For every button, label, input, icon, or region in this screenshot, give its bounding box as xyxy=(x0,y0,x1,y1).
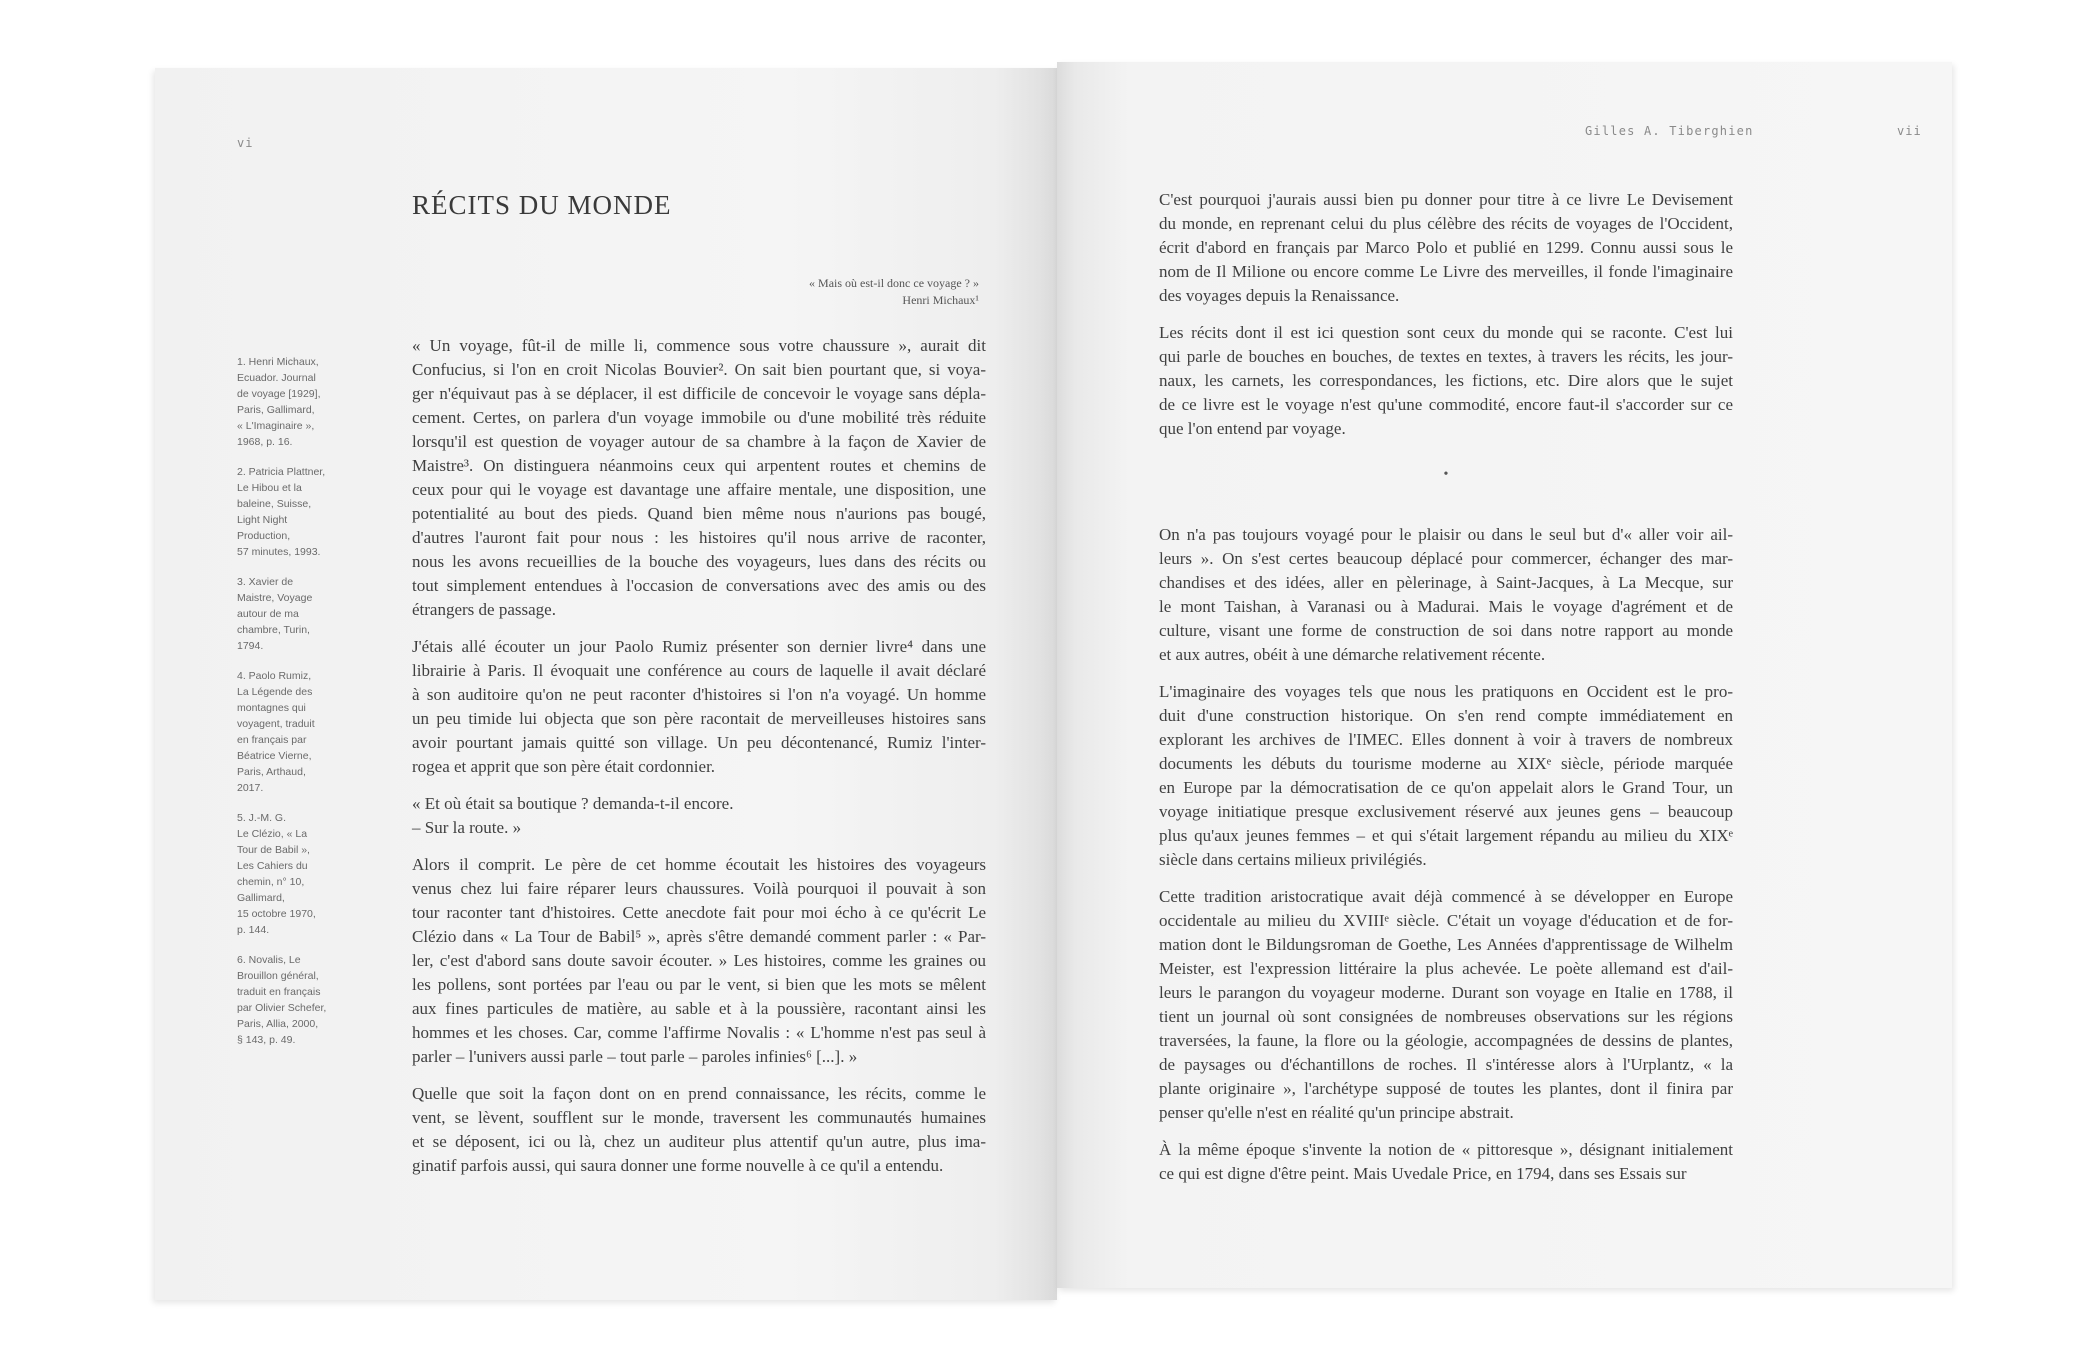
text-line: aux fines particules de matière, au sable et à la poussière, racontant ainsi les xyxy=(412,999,986,1018)
text-line: cement. Certes, on parlera d'un voyage immobile ou d'une mobilité très réduite xyxy=(412,408,986,427)
text-line: plante originaire », l'archétype supposé de toutes les plantes, dont il finira par xyxy=(1159,1079,1733,1098)
right-page-number: vii xyxy=(1897,124,1922,138)
left-body-text xyxy=(412,334,986,1191)
text-line: nom de Il Milione ou encore comme Le Livre des merveilles, il fonde l'imaginaire xyxy=(1159,262,1733,281)
paragraph xyxy=(412,1082,986,1178)
footnote-line: La Légende des xyxy=(237,686,313,698)
text-line: mation dont le Bildungsroman de Goethe, Les Années d'apprentissage de Wilhelm xyxy=(1159,935,1733,954)
footnote-line: Paris, Arthaud, xyxy=(237,766,306,778)
right-body-text xyxy=(1159,188,1733,1199)
text-line: venus chez lui faire réparer leurs chaussures. Voilà pourquoi il pouvait à son xyxy=(412,879,986,898)
footnote-line: p. 144. xyxy=(237,924,270,936)
text-line: siècle dans certains milieux privilégiés. xyxy=(1159,850,1427,869)
footnote-line: autour de ma xyxy=(237,608,299,620)
footnote-line: Les Cahiers du xyxy=(237,860,308,872)
footnote-line: Light Night xyxy=(237,514,288,526)
text-line: documents les débuts du tourisme moderne au XIXᵉ siècle, période marquée xyxy=(1159,754,1733,773)
left-page-number: vi xyxy=(237,136,254,150)
right-page xyxy=(1057,62,1952,1288)
text-line: en Europe par la démocratisation de ce qu'on appelait alors le Grand Tour, un xyxy=(1159,778,1733,797)
footnote-line: 4. Paolo Rumiz, xyxy=(237,670,312,682)
footnote-line: § 143, p. 49. xyxy=(237,1034,296,1046)
text-line: naux, les carnets, les correspondances, les fictions, etc. Dire alors que le sujet xyxy=(1159,371,1733,390)
footnote xyxy=(237,574,347,654)
footnote-line: 1968, p. 16. xyxy=(237,436,293,448)
text-line: potentialité au bout des pieds. Quand bien même nous n'aurions pas bougé, xyxy=(412,504,986,523)
footnote-line: chemin, n° 10, xyxy=(237,876,305,888)
text-line: ce qui est digne d'être peint. Mais Uvedale Price, en 1794, dans ses Essais sur xyxy=(1159,1164,1687,1183)
right-paragraphs-before xyxy=(1159,188,1733,441)
text-line: d'autres l'auront fait pour nous : les histoires qu'il nous arrive de raconter, xyxy=(412,528,986,547)
text-line: hommes et les choses. Car, comme l'affirme Novalis : « L'homme n'est pas seul à xyxy=(412,1023,986,1042)
footnote xyxy=(237,952,347,1048)
text-line: chandises et des idées, aller en pèlerinage, à Saint-Jacques, à La Mecque, sur xyxy=(1159,573,1733,592)
text-line: Clézio dans « La Tour de Babil⁵ », après s'être demandé comment parler : « Par- xyxy=(412,927,986,946)
paragraph xyxy=(412,635,986,779)
text-line: et se déposent, ici ou là, chez un auditeur plus attentif qu'un autre, plus ima- xyxy=(412,1132,986,1151)
text-line: « Un voyage, fût-il de mille li, commence sous votre chaussure », aurait dit xyxy=(412,336,986,355)
text-line: penser qu'elle n'est en réalité qu'un principe abstrait. xyxy=(1159,1103,1514,1122)
epigraph-author: Henri Michaux¹ xyxy=(902,293,979,307)
text-line: tient un journal où sont consignées de nombreuses observations sur les régions xyxy=(1159,1007,1733,1026)
paragraph xyxy=(412,334,986,622)
footnote-line: par Olivier Schefer, xyxy=(237,1002,327,1014)
text-line: et aux autres, obéit à une démarche relativement récente. xyxy=(1159,645,1546,664)
text-line: lorsqu'il est question de voyager autour de sa chambre à la façon de Xavier de xyxy=(412,432,986,451)
footnote-line: traduit en français xyxy=(237,986,321,998)
text-line: Alors il comprit. Le père de cet homme écoutait les histoires des voyageurs xyxy=(412,855,986,874)
text-line: librairie à Paris. Il évoquait une conférence au cours de laquelle il avait déclaré xyxy=(412,661,986,680)
text-line: le mont Taishan, à Varanasi ou à Madurai. Mais le voyage d'agrément et de xyxy=(1159,597,1733,616)
running-head-author: Gilles A. Tiberghien xyxy=(1585,124,1754,138)
footnote-line: 1. Henri Michaux, xyxy=(237,356,319,368)
text-line: occidentale au milieu du XVIIIᵉ siècle. C'était un voyage d'éducation et de for- xyxy=(1159,911,1733,930)
text-line: avoir pourtant jamais quitté son village. Un peu décontenancé, Rumiz l'inter- xyxy=(412,733,986,752)
footnote-line: 2017. xyxy=(237,782,264,794)
text-line: ceux pour qui le voyage est davantage une affaire mentale, une disposition, une xyxy=(412,480,986,499)
text-line: du monde, en reprenant celui du plus célèbre des récits de voyages de l'Occident, xyxy=(1159,214,1733,233)
text-line: ginatif parfois aussi, qui saura donner une forme nouvelle à ce qu'il a entendu. xyxy=(412,1156,944,1175)
footnote xyxy=(237,810,347,938)
text-line: Meister, est l'expression littéraire la plus achevée. Le poète allemand est d'ail- xyxy=(1159,959,1733,978)
paragraph xyxy=(412,792,986,840)
paragraph xyxy=(1159,188,1733,308)
text-line: C'est pourquoi j'aurais aussi bien pu donner pour titre à ce livre Le Devisement xyxy=(1159,190,1733,209)
footnote-line: Brouillon général, xyxy=(237,970,319,982)
footnote-line: en français par xyxy=(237,734,307,746)
text-line: de paysages ou d'échantillons de roches. Il s'intéresse alors à l'Urplantz, « la xyxy=(1159,1055,1733,1074)
text-line: à son auditoire qu'on ne peut raconter d'histoires si l'on n'a voyagé. Un homme xyxy=(412,685,986,704)
epigraph xyxy=(679,275,979,309)
paragraph xyxy=(1159,1138,1733,1186)
footnote-line: Tour de Babil », xyxy=(237,844,310,856)
footnote-line: Le Hibou et la xyxy=(237,482,302,494)
text-line: culture, visant une forme de construction de soi dans notre rapport au monde xyxy=(1159,621,1733,640)
text-line: leurs ». On s'est certes beaucoup déplacé pour commercer, échanger des mar- xyxy=(1159,549,1733,568)
text-line: ler, c'est d'abord sans doute savoir écouter. » Les histoires, comme les graines ou xyxy=(412,951,986,970)
text-line: On n'a pas toujours voyagé pour le plaisir ou dans le seul but d'« aller voir ail- xyxy=(1159,525,1733,544)
text-line: les pollens, sont portées par l'eau ou par le vent, si bien que les mots se mêlent xyxy=(412,975,986,994)
footnote xyxy=(237,464,347,560)
text-line: ger n'équivaut pas à se déplacer, il est difficile de concevoir le voyage sans dépla- xyxy=(412,384,986,403)
paragraph xyxy=(412,853,986,1069)
text-line: tour raconter tant d'histoires. Cette anecdote fait pour moi écho à ce qu'écrit Le xyxy=(412,903,986,922)
right-paragraphs-after xyxy=(1159,523,1733,1186)
text-line: nous les avons recueillies de la bouche des voyageurs, lues dans des récits ou xyxy=(412,552,986,571)
footnote-line: Gallimard, xyxy=(237,892,285,904)
text-line: tout simplement entendues à l'occasion de conversations avec des amis ou des xyxy=(412,576,986,595)
text-line: Quelle que soit la façon dont on en prend connaissance, les récits, comme le xyxy=(412,1084,986,1103)
paragraph xyxy=(1159,680,1733,872)
footnote-line: chambre, Turin, xyxy=(237,624,310,636)
section-ornament: • xyxy=(1443,467,1449,482)
footnote xyxy=(237,668,347,796)
text-line: rogea et apprit que son père était cordonnier. xyxy=(412,757,716,776)
text-line: écrit d'abord en français par Marco Polo et publié en 1299. Connu aussi sous le xyxy=(1159,238,1733,257)
text-line: plus qu'aux jeunes femmes – et qui s'était largement répandu au milieu du XIXᵉ xyxy=(1159,826,1733,845)
footnote-line: baleine, Suisse, xyxy=(237,498,312,510)
footnote-line: Paris, Allia, 2000, xyxy=(237,1018,319,1030)
text-line: « Et où était sa boutique ? demanda-t-il encore. xyxy=(412,794,734,813)
text-line: – Sur la route. » xyxy=(412,818,522,837)
text-line: Les récits dont il est ici question sont ceux du monde qui se raconte. C'est lui xyxy=(1159,323,1733,342)
text-line: des voyages depuis la Renaissance. xyxy=(1159,286,1400,305)
paragraph xyxy=(1159,885,1733,1125)
text-line: traversées, la faune, la flore ou la géologie, accompagnées de dessins de plantes, xyxy=(1159,1031,1733,1050)
paragraph xyxy=(1159,321,1733,441)
footnote-line: 57 minutes, 1993. xyxy=(237,546,321,558)
text-line: duit d'une construction historique. On s'en rend compte immédiatement en xyxy=(1159,706,1733,725)
footnote-line: 15 octobre 1970, xyxy=(237,908,316,920)
text-line: de ce livre est le voyage n'est qu'une commodité, encore faut-il s'accorder sur ce xyxy=(1159,395,1733,414)
text-line: leurs le parangon du voyageur moderne. Durant son voyage en Italie en 1788, il xyxy=(1159,983,1733,1002)
footnote-line: 3. Xavier de xyxy=(237,576,294,588)
text-line: Cette tradition aristocratique avait déjà commencé à se développer en Europe xyxy=(1159,887,1733,906)
footnote-line: Maistre, Voyage xyxy=(237,592,313,604)
footnote-line: Production, xyxy=(237,530,291,542)
text-line: parler – l'univers aussi parle – tout parle – paroles infinies⁶ [...]. » xyxy=(412,1047,858,1066)
chapter-title: RÉCITS DU MONDE xyxy=(412,190,672,220)
epigraph-quote: « Mais où est-il donc ce voyage ? » xyxy=(809,276,979,290)
footnote xyxy=(237,354,347,450)
footnote-line: de voyage [1929], xyxy=(237,388,321,400)
footnotes-margin xyxy=(237,354,347,1062)
text-line: que l'on entend par voyage. xyxy=(1159,419,1346,438)
text-line: étrangers de passage. xyxy=(412,600,556,619)
footnote-line: 1794. xyxy=(237,640,264,652)
footnote-line: Le Clézio, « La xyxy=(237,828,308,840)
footnote-line: 6. Novalis, Le xyxy=(237,954,301,966)
text-line: Confucius, si l'on en croit Nicolas Bouvier². On sait bien pourtant que, si voya- xyxy=(412,360,986,379)
text-line: explorant les archives de l'IMEC. Elles donnent à voir à travers de nombreux xyxy=(1159,730,1733,749)
left-page xyxy=(155,68,1057,1300)
text-line: vent, se lèvent, soufflent sur le monde, traversent les communautés humaines xyxy=(412,1108,986,1127)
text-line: Maistre³. On distinguera néanmoins ceux qui arpentent routes et chemins de xyxy=(412,456,986,475)
paragraph xyxy=(1159,523,1733,667)
footnote-line: voyagent, traduit xyxy=(237,718,315,730)
text-line: L'imaginaire des voyages tels que nous les pratiquons en Occident est le pro- xyxy=(1159,682,1733,701)
footnote-line: montagnes qui xyxy=(237,702,306,714)
footnote-line: « L'Imaginaire », xyxy=(237,420,315,432)
text-line: voyage initiatique presque exclusivement réservé aux jeunes gens – beaucoup xyxy=(1159,802,1733,821)
text-line: un peu timide lui objecta que son père racontait de merveilleuses histoires sans xyxy=(412,709,986,728)
text-line: qui parle de bouches en bouches, de textes en textes, à travers les récits, les jour- xyxy=(1159,347,1733,366)
text-line: J'étais allé écouter un jour Paolo Rumiz présenter son dernier livre⁴ dans une xyxy=(412,637,986,656)
footnote-line: 2. Patricia Plattner, xyxy=(237,466,326,478)
footnote-line: Béatrice Vierne, xyxy=(237,750,312,762)
footnote-line: Paris, Gallimard, xyxy=(237,404,315,416)
footnote-line: 5. J.-M. G. xyxy=(237,812,287,824)
footnote-line: Ecuador. Journal xyxy=(237,372,316,384)
text-line: À la même époque s'invente la notion de « pittoresque », désignant initialement xyxy=(1159,1140,1733,1159)
